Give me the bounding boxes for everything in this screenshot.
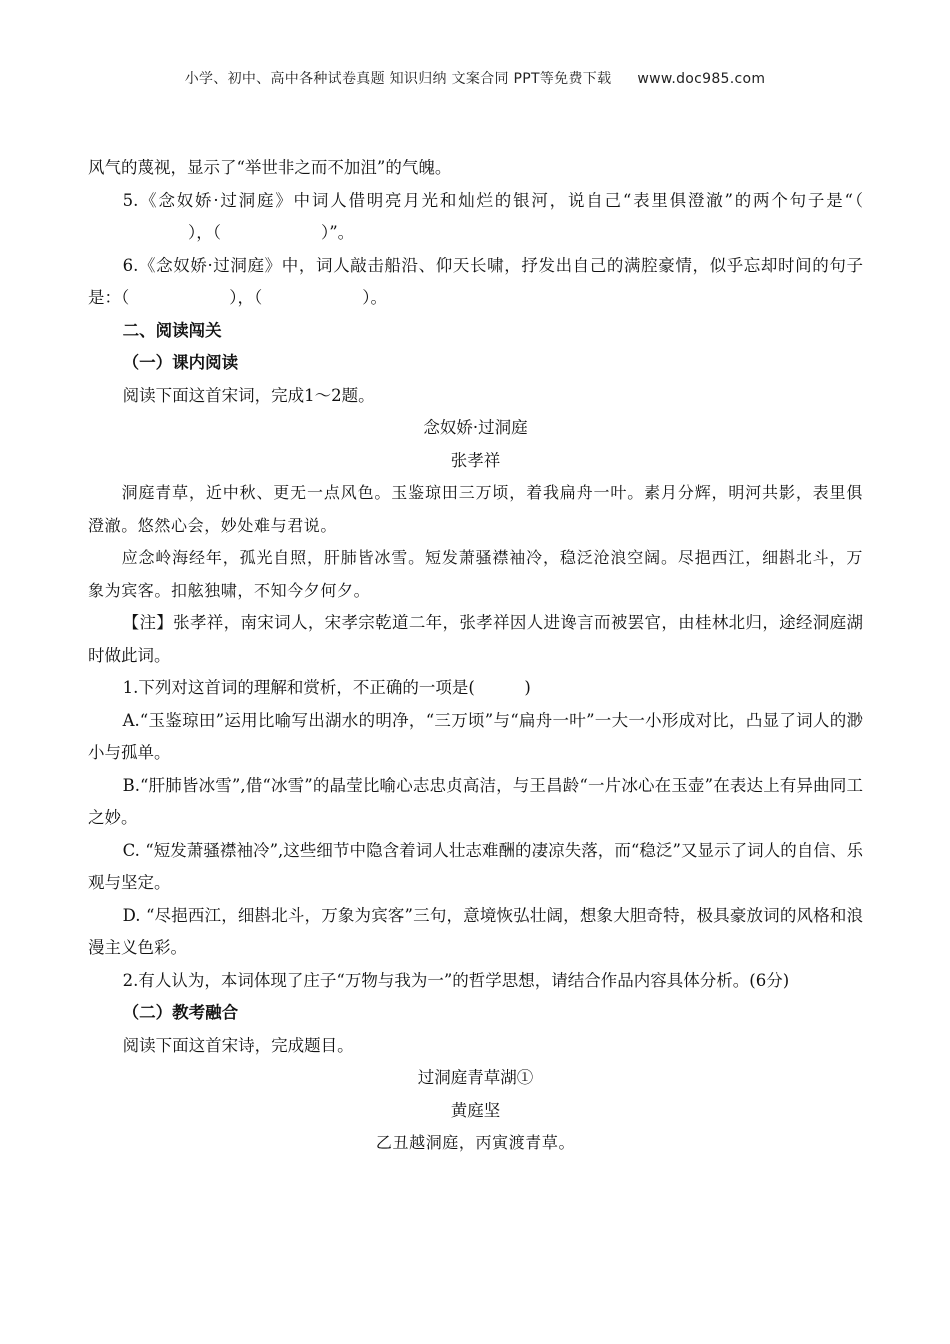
intro-1: 阅读下面这首宋词，完成1～2题。 xyxy=(122,385,375,405)
poem-2-line-1: 乙丑越洞庭，丙寅渡青草。 xyxy=(375,1133,576,1152)
question-2: 2.有人认为，本词体现了庄子“万物与我为一”的哲学思想，请结合作品内容具体分析。(6分) xyxy=(122,970,790,990)
document-body xyxy=(88,152,863,1160)
subsection-2-heading: （二）教考融合 xyxy=(122,1003,239,1022)
question-5: 5.《念奴娇·过洞庭》中词人借明亮月光和灿烂的银河，说自己“表里俱澄澈”的两个句子是“（），（ ）”。 xyxy=(122,190,863,242)
option-a: A.“玉鉴琼田”运用比喻写出湖水的明净，“三万顷”与“扁舟一叶”一大一小形成对比，凸显了词人的渺小与孤单。 xyxy=(88,710,863,762)
subsection-1-heading: （一）课内阅读 xyxy=(122,353,239,372)
intro-2: 阅读下面这首宋诗，完成题目。 xyxy=(122,1035,354,1055)
question-1: 1.下列对这首词的理解和赏析，不正确的一项是( ) xyxy=(122,678,531,697)
poem-2-title: 过洞庭青草湖① xyxy=(417,1068,534,1087)
question-6: 6.《念奴娇·过洞庭》中，词人敲击船沿、仰天长啸，抒发出自己的满腔豪情，似乎忘却时间的句子是：（ ），（ ）。 xyxy=(88,255,863,307)
poem-1-author: 张孝祥 xyxy=(450,450,501,470)
header-site: www.doc985.com xyxy=(637,71,766,87)
section-2-heading: 二、阅读闯关 xyxy=(122,320,222,340)
page-header xyxy=(0,68,950,88)
poem-1-title: 念奴娇·过洞庭 xyxy=(423,418,528,437)
option-b: B.“肝肺皆冰雪”,借“冰雪”的晶莹比喻心志忠贞高洁，与王昌龄“一片冰心在玉壶”在表达上有异曲同工之妙。 xyxy=(88,775,863,827)
note: 【注】张孝祥，南宋词人，宋孝宗乾道二年，张孝祥因人进谗言而被罢官，由桂林北归，途经洞庭湖时做此词。 xyxy=(88,613,863,665)
poem-1-stanza-1: 洞庭青草，近中秋、更无一点风色。玉鉴琼田三万顷，着我扁舟一叶。素月分辉，明河共影，表里俱澄澈。悠然心会，妙处难与君说。 xyxy=(88,483,863,535)
line-qifa: 风气的蔑视，显示了“举世非之而不加沮”的气魄。 xyxy=(88,158,452,177)
poem-1-stanza-2: 应念岭海经年，孤光自照，肝肺皆冰雪。短发萧骚襟袖冷，稳泛沧浪空阔。尽挹西江，细斟北斗，万象为宾客。扣舷独啸，不知今夕何夕。 xyxy=(88,548,863,600)
option-d: D. “尽挹西江，细斟北斗，万象为宾客”三句，意境恢弘壮阔，想象大胆奇特，极具豪放词的风格和浪漫主义色彩。 xyxy=(88,905,863,957)
poem-2-author: 黄庭坚 xyxy=(450,1100,501,1120)
option-c: C. “短发萧骚襟袖冷”,这些细节中隐含着词人壮志难酬的凄凉失落，而“稳泛”又显示了词人的自信、乐观与坚定。 xyxy=(88,840,863,892)
header-text: 小学、初中、高中各种试卷真题 知识归纳 文案合同 PPT等免费下载 xyxy=(184,71,612,87)
